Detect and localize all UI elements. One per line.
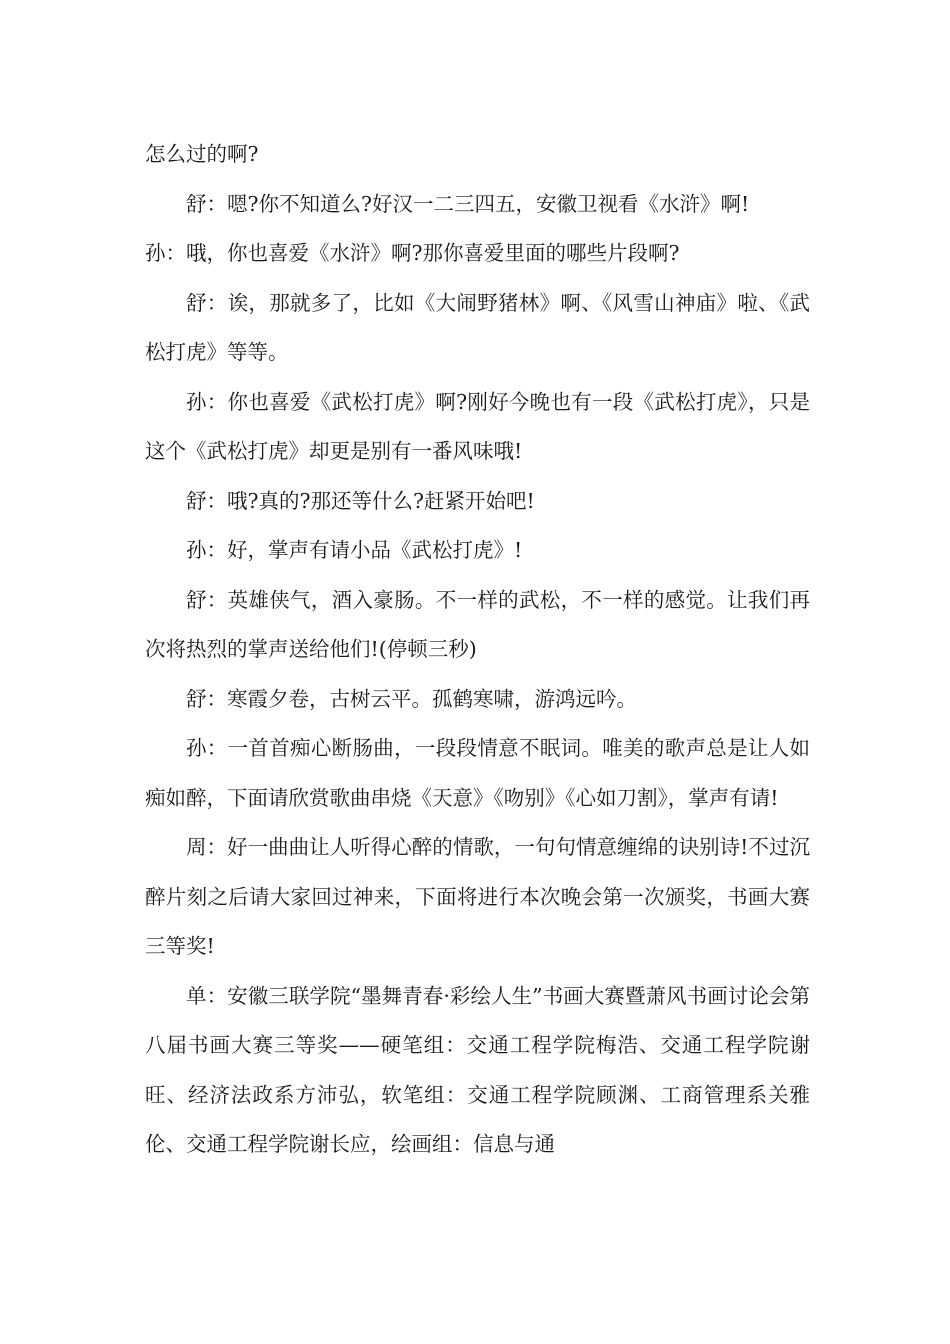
paragraph-7: 孙：好，掌声有请小品《武松打虎》!	[186, 538, 523, 562]
paragraph-5: 孙：你也喜爱《武松打虎》啊?刚好今晚也有一段《武松打虎》，只是这个《武松打虎》却更是别有一番风味哦!	[145, 389, 810, 463]
paragraph-6: 舒：哦?真的?那还等什么?赶紧开始吧!	[186, 488, 535, 513]
paragraph-10: 孙：一首首痴心断肠曲，一段段情意不眠词。唯美的歌声总是让人如痴如醉，下面请欣赏歌曲串烧《天意》《吻别》《心如刀割》，掌声有请!	[145, 736, 810, 810]
paragraph-1: 怎么过的啊?	[145, 142, 259, 166]
paragraph-3: 孙：哦，你也喜爱《水浒》啊?那你喜爱里面的哪些片段啊?	[145, 241, 680, 265]
paragraph-8: 舒：英雄侠气，酒入豪肠。不一样的武松，不一样的感觉。让我们再次将热烈的掌声送给他们!(停顿三秒)	[145, 587, 810, 661]
paragraph-4: 舒：诶，那就多了，比如《大闹野猪林》啊、《风雪山神庙》啦、《武松打虎》等等。	[145, 290, 810, 364]
paragraph-11: 周：好一曲曲让人听得心醉的情歌，一句句情意缠绵的诀别诗!不过沉醉片刻之后请大家回过神来，下面将进行本次晚会第一次颁奖，书画大赛三等奖!	[145, 835, 810, 958]
paragraph-12: 单：安徽三联学院“墨舞青春·彩绘人生”书画大赛暨萧风书画讨论会第八届书画大赛三等奖——硬笔组：交通工程学院梅浩、交通工程学院谢旺、经济法政系方沛弘，软笔组：交通工程学院顾渊、工商管理系关雅伦、交通工程学院谢长应，绘画组：信息与通	[145, 983, 810, 1156]
document-body	[145, 130, 810, 1170]
paragraph-9: 舒：寒霞夕卷，古树云平。孤鹤寒啸，游鸿远吟。	[186, 686, 637, 711]
paragraph-2: 舒：嗯?你不知道么?好汉一二三四五，安徽卫视看《水浒》啊!	[186, 191, 750, 216]
